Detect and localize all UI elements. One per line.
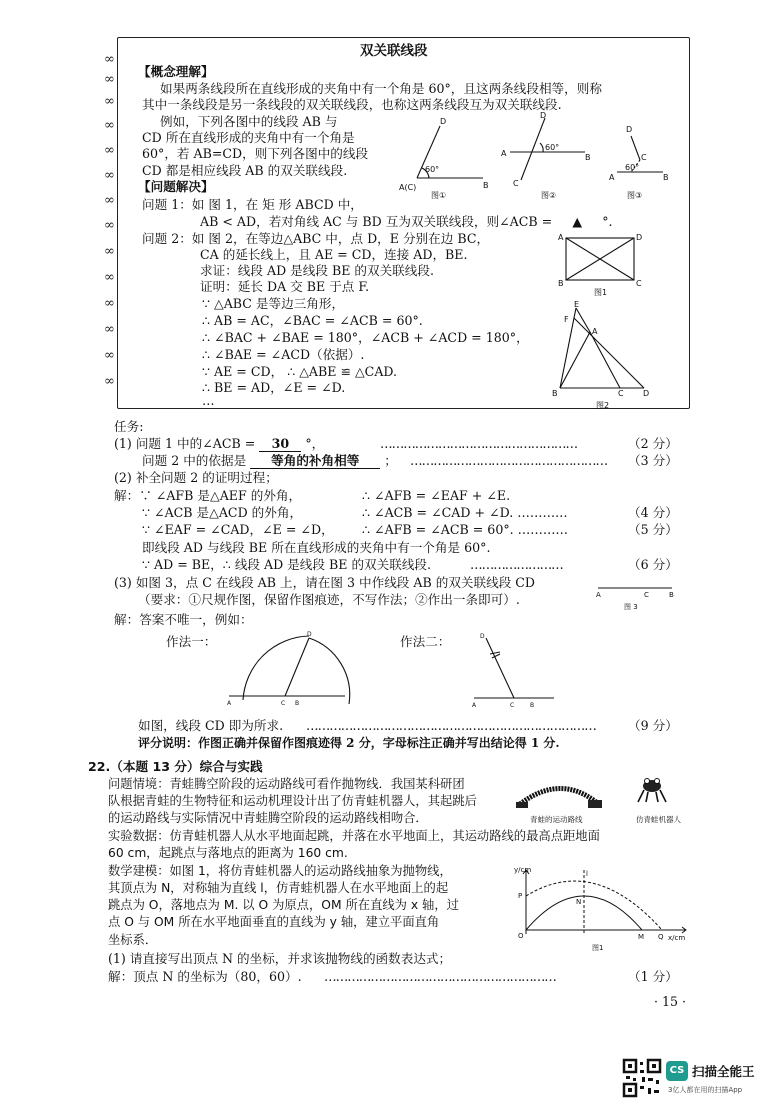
binder-ring-icon: ∞ bbox=[104, 374, 115, 389]
question-line: 队根据青蛙的生物特征和运动机理设计出了仿青蛙机器人，其起跳后 bbox=[108, 794, 477, 808]
point-label: A bbox=[592, 327, 598, 336]
answer-value: 30 bbox=[259, 436, 301, 452]
punctuation: ； bbox=[384, 453, 397, 468]
figure-1-rectangle bbox=[556, 230, 646, 298]
point-label: D bbox=[540, 111, 547, 120]
problem-1-text: AB < AD，若对角线 AC 与 BD 互为双关联线段，则∠ACB = bbox=[200, 214, 553, 229]
segment-cd bbox=[631, 136, 640, 160]
point-label: B bbox=[663, 173, 669, 182]
score: （3 分） bbox=[628, 453, 678, 468]
example-line: 60°，若 AB=CD，则下列各图中的线段 bbox=[142, 146, 369, 161]
question-line: 的运动路线与实际情况中青蛙腾空阶段的运动路线相吻合． bbox=[108, 811, 428, 825]
point-label: N bbox=[576, 898, 582, 906]
scanner-logo-icon: CS bbox=[666, 1061, 688, 1081]
point-label: C bbox=[513, 179, 519, 188]
figure-caption: 图① bbox=[431, 191, 447, 200]
illustration-caption: 仿青蛙机器人 bbox=[636, 815, 681, 824]
scanner-app-name: 扫描全能王 bbox=[692, 1064, 755, 1079]
point-label: D bbox=[626, 125, 633, 134]
problem-2-line: CA 的延长线上，且 AE = CD，连接 AD，BE. bbox=[200, 247, 468, 262]
binder-ring-icon: ∞ bbox=[104, 270, 115, 285]
proof-line: 证明：延长 DA 交 BE 于点 F. bbox=[200, 279, 370, 294]
solution-line: 即线段 AD 与线段 BE 所在直线形成的夹角中有一个角是 60°. bbox=[142, 540, 491, 555]
proof-line: ∴ ∠BAE = ∠ACD（依据）. bbox=[202, 347, 365, 362]
task-1-line bbox=[114, 436, 324, 452]
point-label: C bbox=[281, 700, 286, 707]
task-heading: 任务: bbox=[114, 419, 144, 434]
solution-line: ∴ ∠AFB = ∠ACB = 60°. ………… bbox=[362, 522, 569, 537]
point-label: B bbox=[585, 153, 591, 162]
method-label: 作法二： bbox=[400, 634, 451, 649]
point-label: B bbox=[530, 702, 535, 708]
point-label: M bbox=[638, 933, 645, 941]
answer-blank-marker: ▲ bbox=[572, 214, 583, 229]
point-label: C bbox=[636, 279, 642, 288]
binder-ring-icon: ∞ bbox=[104, 143, 115, 158]
definition-line: 其中一条线段是另一条线段的双关联线段，也称这两条线段互为双关联线段. bbox=[142, 97, 562, 112]
point-label: B bbox=[552, 389, 558, 398]
task-1b-text: 问题 2 中的依据是 bbox=[142, 453, 247, 468]
proof-line: ∴ AB = AC，∠BAC = ∠ACB = 60°. bbox=[202, 313, 423, 328]
figure-caption: 图 3 bbox=[624, 603, 638, 611]
section-heading: 【概念理解】 bbox=[138, 64, 214, 79]
figure-caption: 图② bbox=[541, 191, 557, 200]
solution-line: 如图，线段 CD 即为所求. bbox=[138, 718, 284, 733]
task-3-requirement: （要求：①尺规作图，保留作图痕迹，不写作法；②作出一条即可）. bbox=[138, 592, 520, 607]
binder-ring-icon: ∞ bbox=[104, 322, 115, 337]
figure-2-triangle bbox=[548, 298, 658, 410]
point-label: D bbox=[307, 631, 312, 638]
binder-ring-icon: ∞ bbox=[104, 52, 115, 67]
point-label: C bbox=[644, 591, 649, 599]
point-label: F bbox=[564, 315, 569, 324]
point-label: B bbox=[483, 181, 489, 190]
question-line: 实验数据：仿青蛙机器人从水平地面起跳，并落在水平地面上，其运动路线的最高点距地面 bbox=[108, 829, 600, 843]
dot-leader: …………………………………………… bbox=[410, 453, 608, 468]
solution-line: ∵ AD = BE，∴ 线段 AD 是线段 BE 的双关联线段. bbox=[142, 557, 432, 572]
axis-label: y/cm bbox=[514, 866, 532, 874]
construction-method-1 bbox=[225, 628, 365, 708]
task-2-heading: (2) 补全问题 2 的证明过程； bbox=[114, 470, 278, 485]
proof-line: … bbox=[202, 393, 215, 408]
task-1-text: (1) 问题 1 中的∠ACB = bbox=[114, 436, 256, 451]
parabola-graph bbox=[506, 864, 692, 954]
binder-ring-icon: ∞ bbox=[104, 168, 115, 183]
qr-code-icon bbox=[622, 1058, 662, 1098]
point-label: A bbox=[501, 149, 507, 158]
question-part-1: (1) 请直接写出顶点 N 的坐标，并求该抛物线的函数表达式； bbox=[108, 951, 452, 966]
binder-ring-icon: ∞ bbox=[104, 296, 115, 311]
point-label: D bbox=[636, 233, 643, 242]
angle-label: 60° bbox=[625, 163, 640, 172]
point-label: D bbox=[480, 633, 485, 640]
point-label: D bbox=[643, 389, 650, 398]
score: （6 分） bbox=[628, 557, 678, 572]
example-line: CD 所在直线形成的夹角中有一个角是 bbox=[142, 130, 355, 145]
point-label: A bbox=[472, 702, 477, 708]
solution-line: 解：答案不唯一，例如： bbox=[114, 612, 253, 627]
solution-line: 解：∵ ∠AFB 是△AEF 的外角， bbox=[114, 488, 302, 503]
binder-ring-icon: ∞ bbox=[104, 244, 115, 259]
point-label: O bbox=[518, 932, 524, 940]
solution-line: 解：顶点 N 的坐标为（80，60）. bbox=[108, 969, 302, 984]
proof-line: ∵ AE = CD， ∴ △ABE ≌ △CAD. bbox=[202, 364, 398, 379]
line-label: l bbox=[586, 870, 588, 878]
point-label: A bbox=[558, 233, 564, 242]
point-label: E bbox=[574, 300, 580, 309]
problem-1-question bbox=[200, 214, 613, 229]
figure-caption: 图2 bbox=[596, 401, 610, 410]
problem-1: 问题 1：如 图 1，在 矩 形 ABCD 中， bbox=[142, 197, 363, 212]
score: （9 分） bbox=[628, 718, 678, 733]
section-heading: 【问题解决】 bbox=[138, 179, 214, 194]
solution-line: ∵ ∠ACB 是△ACD 的外角， bbox=[142, 505, 303, 520]
dot-leader: …………………… bbox=[470, 557, 563, 572]
figure-caption: 图③ bbox=[627, 191, 643, 200]
answer-value: 等角的补角相等 bbox=[250, 453, 380, 469]
point-label: C bbox=[641, 153, 647, 162]
point-label: P bbox=[518, 892, 523, 900]
question-line: 跳点为 O，落地点为 M. 以 O 为原点，OM 所在直线为 x 轴，过 bbox=[108, 898, 459, 912]
method-label: 作法一： bbox=[166, 634, 217, 649]
task-3-heading: (3) 如图 3，点 C 在线段 AB 上，请在图 3 中作线段 AB 的双关联线段 CD bbox=[114, 575, 536, 590]
problem-2-line: 求证：线段 AD 是线段 BE 的双关联线段. bbox=[200, 263, 434, 278]
construction-method-2 bbox=[470, 628, 560, 708]
grading-note: 评分说明：作图正确并保留作图痕迹得 2 分，字母标注正确并写出结论得 1 分. bbox=[138, 736, 560, 750]
solution-line: ∴ ∠ACB = ∠CAD + ∠D. ………… bbox=[362, 505, 568, 520]
point-label: B bbox=[558, 279, 564, 288]
problem-1-end: °. bbox=[602, 214, 613, 229]
question-22-heading: 22.（本题 13 分）综合与实践 bbox=[88, 759, 263, 774]
segment-cd bbox=[521, 118, 545, 180]
point-label: A bbox=[596, 591, 601, 599]
figure-3 bbox=[594, 578, 684, 612]
dot-leader: …………………………………………… bbox=[380, 436, 578, 451]
definition-line: 如果两条线段所在直线形成的夹角中有一个角是 60°，且这两条线段相等，则称 bbox=[160, 81, 602, 96]
example-line: CD 都是相应线段 AB 的双关联线段. bbox=[142, 163, 348, 178]
solution-line: ∵ ∠EAF = ∠CAD，∠E = ∠D， bbox=[142, 522, 334, 537]
point-label: A bbox=[227, 700, 232, 707]
binder-ring-icon: ∞ bbox=[104, 193, 115, 208]
figure-caption: 图1 bbox=[592, 944, 604, 952]
question-line: 点 O 与 OM 所在水平地面垂直的直线为 y 轴，建立平面直角 bbox=[108, 915, 440, 929]
page-number: · 15 · bbox=[654, 994, 687, 1009]
score: （1 分） bbox=[628, 969, 678, 984]
question-line: 其顶点为 N，对称轴为直线 l，仿青蛙机器人在水平地面上的起 bbox=[108, 881, 449, 895]
point-label: A bbox=[609, 173, 615, 182]
example-figures bbox=[395, 110, 685, 202]
point-label: B bbox=[295, 700, 300, 707]
problem-2: 问题 2：如 图 2，在等边△ABC 中，点 D，E 分别在边 BC， bbox=[142, 231, 490, 246]
score: （5 分） bbox=[628, 522, 678, 537]
question-line: 60 cm，起跳点与落地点的距离为 160 cm. bbox=[108, 846, 348, 860]
question-line: 数学建模：如图 1，将仿青蛙机器人的运动路线抽象为抛物线， bbox=[108, 864, 452, 878]
unit-text: °， bbox=[305, 436, 325, 451]
point-label: C bbox=[510, 702, 515, 708]
binder-ring-icon: ∞ bbox=[104, 218, 115, 233]
question-line: 坐标系． bbox=[108, 933, 158, 947]
score: （2 分） bbox=[628, 436, 678, 451]
axis-label: x/cm bbox=[668, 934, 686, 942]
point-label: B bbox=[669, 591, 674, 599]
binder-ring-icon: ∞ bbox=[104, 118, 115, 133]
point-label: D bbox=[440, 117, 447, 126]
score: （4 分） bbox=[628, 505, 678, 520]
point-label: A(C) bbox=[399, 183, 417, 192]
solution-line: ∴ ∠AFB = ∠EAF + ∠E. bbox=[362, 488, 511, 503]
binder-ring-icon: ∞ bbox=[104, 72, 115, 87]
point-label: C bbox=[618, 389, 624, 398]
task-1b-line bbox=[142, 453, 397, 469]
dot-leader: …………………………………………………… bbox=[324, 969, 556, 984]
proof-line: ∴ ∠BAC + ∠BAE = 180°，∠ACB + ∠ACD = 180°， bbox=[202, 330, 529, 345]
point-label: Q bbox=[658, 933, 664, 941]
angle-label: 60° bbox=[425, 165, 440, 174]
scanner-tagline: 3亿人都在用的扫描App bbox=[668, 1086, 743, 1094]
frog-robot-icon bbox=[638, 779, 666, 803]
proof-line: ∵ △ABC 是等边三角形， bbox=[202, 296, 345, 311]
example-line: 例如，下列各图中的线段 AB 与 bbox=[160, 114, 338, 129]
dot-leader: ………………………………………………………………… bbox=[306, 718, 596, 733]
angle-label: 60° bbox=[545, 143, 560, 152]
proof-line: ∴ BE = AD，∠E = ∠D. bbox=[202, 380, 346, 395]
question-line: 问题情境：青蛙腾空阶段的运动路线可看作抛物线．我国某科研团 bbox=[108, 777, 465, 791]
illustration-caption: 青蛙的运动路线 bbox=[530, 815, 583, 824]
binder-ring-icon: ∞ bbox=[104, 94, 115, 109]
frog-motion-illustration bbox=[514, 772, 692, 830]
box-title: 双关联线段 bbox=[360, 43, 428, 59]
figure-caption: 图1 bbox=[594, 288, 608, 297]
binder-ring-icon: ∞ bbox=[104, 348, 115, 363]
